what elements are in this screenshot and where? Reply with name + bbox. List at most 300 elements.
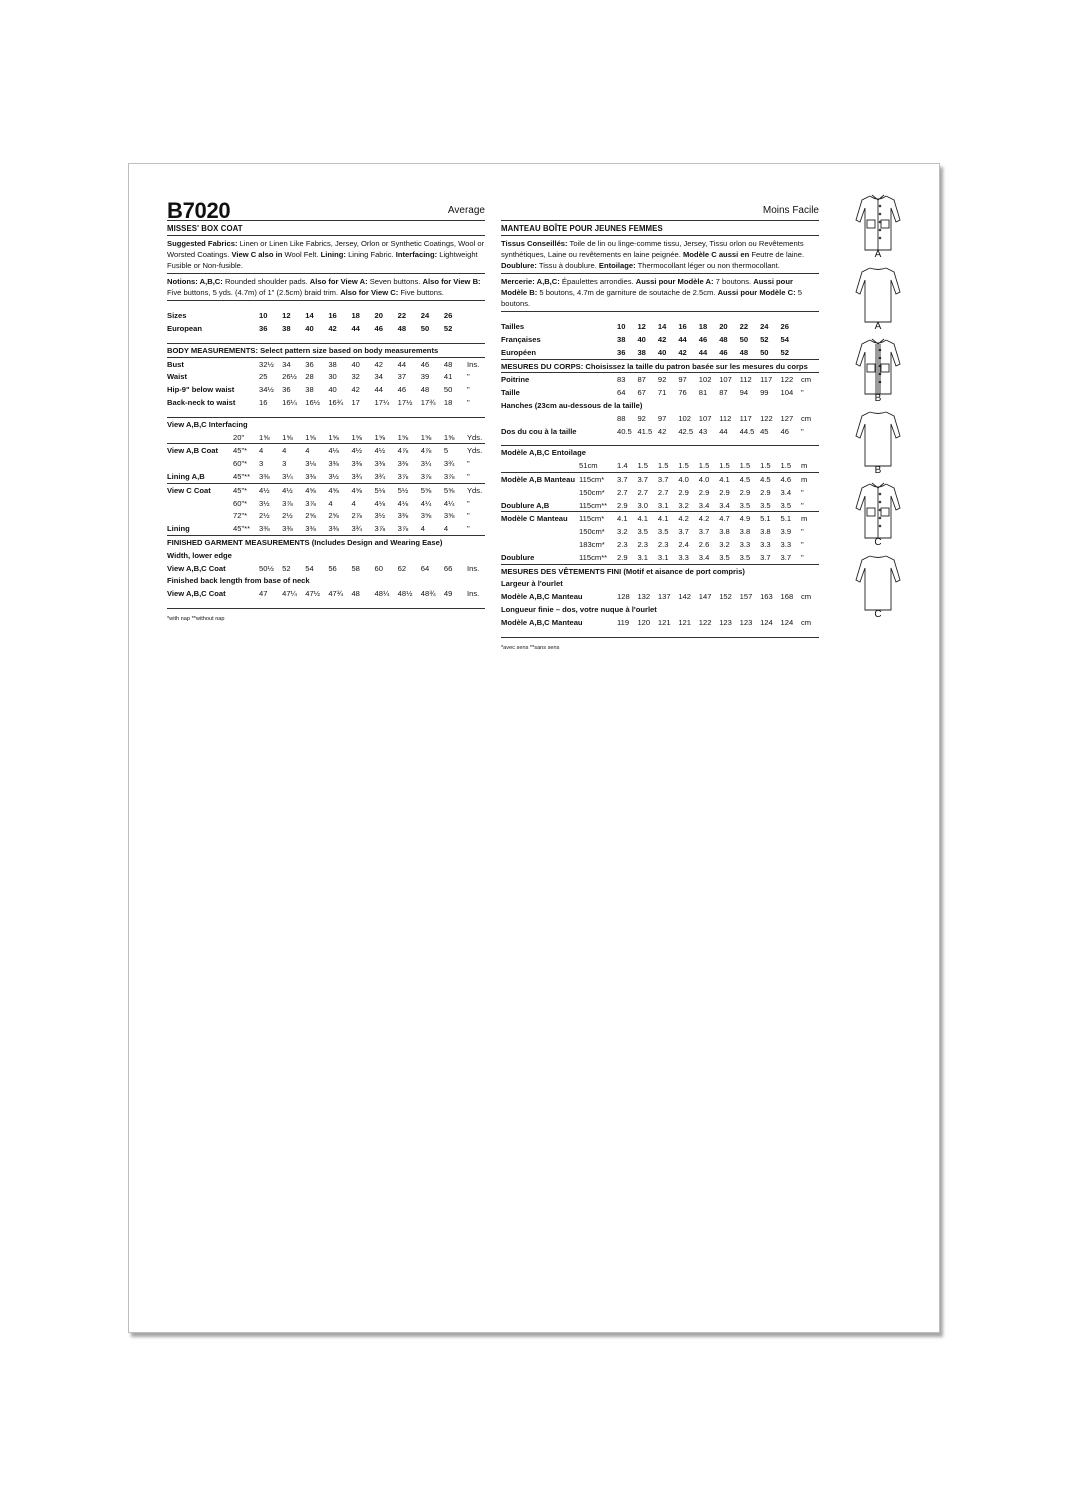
value-cell: 1.5 bbox=[658, 459, 678, 472]
value-cell: 3⅞ bbox=[282, 498, 293, 508]
value-cell: 3¼ bbox=[420, 459, 432, 469]
value-cell: 3.5 bbox=[719, 551, 739, 564]
value-cell: 46 bbox=[420, 359, 430, 369]
value-cell: 76 bbox=[678, 388, 687, 398]
table-row bbox=[501, 577, 819, 590]
unit-cell: " bbox=[800, 426, 804, 436]
value-cell: 3.3 bbox=[780, 539, 792, 549]
table-row bbox=[167, 497, 485, 510]
value-cell: 3.4 bbox=[699, 551, 719, 564]
value-cell: 46 bbox=[780, 426, 789, 436]
table-row bbox=[167, 343, 485, 357]
value-cell: 3⅞ bbox=[375, 522, 398, 535]
value-cell: 40 bbox=[305, 323, 314, 333]
value-cell: 1.5 bbox=[699, 459, 719, 472]
value-cell: 3.1 bbox=[658, 551, 678, 564]
value-cell: 121 bbox=[657, 617, 671, 627]
value-cell: 3.1 bbox=[637, 551, 657, 564]
table-row bbox=[501, 538, 819, 551]
value-cell: 1⅝ bbox=[375, 431, 398, 444]
value-cell: 2.9 bbox=[760, 487, 771, 497]
value-cell: 46 bbox=[698, 334, 708, 344]
width-cell: 72"* bbox=[233, 511, 248, 521]
value-cell: 3.7 bbox=[781, 551, 801, 564]
unit-cell: " bbox=[800, 539, 804, 549]
coat-front-icon bbox=[848, 334, 908, 398]
row-label: BODY MEASUREMENTS: Select pattern size based on body measurements bbox=[167, 343, 485, 357]
interfacing-text: Lightweight Fusible or Non-fusible. bbox=[167, 250, 478, 271]
value-cell: 36 bbox=[305, 359, 314, 369]
table-row bbox=[501, 551, 819, 564]
value-cell: 12 bbox=[637, 322, 646, 332]
fabrics-text-fr: Toile de lin ou linge-comme tissu, Jersey, Tissu orlon ou Revêtements synthétiques, Laine ou revêtements en laine peignée. bbox=[501, 239, 804, 260]
value-cell: 54 bbox=[305, 563, 314, 573]
value-cell: 48 bbox=[351, 589, 360, 599]
table-row bbox=[501, 459, 819, 472]
spacer-cell bbox=[501, 312, 819, 320]
row-label bbox=[167, 457, 233, 470]
table-row bbox=[167, 587, 485, 600]
value-cell: 52 bbox=[443, 323, 453, 333]
table-row bbox=[501, 512, 819, 525]
value-cell: 83 bbox=[617, 375, 626, 385]
french-column bbox=[501, 197, 819, 652]
value-cell: 2.3 bbox=[637, 539, 648, 549]
value-cell: 1.5 bbox=[740, 459, 760, 472]
value-cell: 50 bbox=[443, 385, 453, 395]
value-cell: 3¾ bbox=[351, 470, 374, 483]
value-cell: 64 bbox=[617, 388, 626, 398]
width-cell: 51cm bbox=[579, 459, 617, 472]
view-figures bbox=[848, 190, 908, 622]
value-cell: 81 bbox=[698, 388, 708, 398]
value-cell: 1⅝ bbox=[259, 431, 282, 444]
table-row bbox=[167, 574, 485, 587]
value-cell: 2½ bbox=[259, 511, 270, 521]
view-letter: C bbox=[874, 609, 882, 620]
value-cell: 3.8 bbox=[739, 527, 751, 537]
row-label bbox=[501, 459, 579, 472]
value-cell: 124 bbox=[780, 617, 794, 627]
value-cell: 4.5 bbox=[760, 474, 771, 484]
value-cell: 4.0 bbox=[678, 474, 689, 484]
table-row bbox=[501, 346, 819, 359]
row-label: View A,B,C Coat bbox=[167, 589, 226, 599]
value-cell: 3⅝ bbox=[420, 511, 432, 521]
value-cell: 66 bbox=[443, 563, 453, 573]
value-cell: 3⅜ bbox=[305, 522, 328, 535]
width-cell bbox=[233, 562, 259, 575]
value-cell: 41.5 bbox=[637, 426, 653, 436]
value-cell: 3.7 bbox=[678, 527, 689, 537]
table-row bbox=[501, 359, 819, 373]
table-row bbox=[501, 499, 819, 512]
value-cell: 2.9 bbox=[719, 487, 730, 497]
value-cell: 4⅛ bbox=[328, 446, 339, 456]
row-label bbox=[501, 525, 579, 538]
value-cell: 20 bbox=[374, 311, 383, 321]
value-cell: 54 bbox=[780, 334, 789, 344]
value-cell: 3.7 bbox=[698, 527, 710, 537]
value-cell: 112 bbox=[739, 375, 752, 385]
fabrics-text: Linen or Linen Like Fabrics, Jersey, Orlon or Synthetic Coatings, Wool or Worsted Coatings. bbox=[167, 239, 485, 260]
row-label bbox=[501, 538, 579, 551]
value-cell: 3.2 bbox=[678, 499, 698, 512]
value-cell: 4.1 bbox=[637, 514, 648, 524]
table-row bbox=[167, 444, 485, 457]
value-cell: 39 bbox=[420, 372, 430, 382]
value-cell: 4.6 bbox=[780, 474, 792, 484]
row-label: Modèle A,B,C Manteau bbox=[501, 617, 583, 627]
value-cell: 157 bbox=[739, 592, 753, 602]
value-cell: 1⅝ bbox=[398, 431, 421, 444]
value-cell: 1⅝ bbox=[444, 431, 467, 444]
row-label: Back-neck to waist bbox=[167, 397, 236, 407]
value-cell: 3½ bbox=[374, 511, 386, 521]
row-label: Longueur finie – dos, votre nuque à l'ourlet bbox=[501, 604, 657, 614]
row-label: Tailles bbox=[501, 322, 525, 332]
value-cell: 122 bbox=[780, 375, 794, 385]
spacer-row bbox=[167, 600, 485, 609]
unit-cell: m bbox=[800, 514, 808, 524]
value-cell: 87 bbox=[637, 375, 646, 385]
value-cell: 92 bbox=[657, 375, 667, 385]
value-cell: 47½ bbox=[305, 589, 320, 599]
value-cell: 36 bbox=[282, 385, 291, 395]
value-cell: 18 bbox=[351, 311, 360, 321]
unit-cell: " bbox=[466, 385, 470, 395]
unit-cell: " bbox=[800, 388, 804, 398]
value-cell: 3.1 bbox=[658, 499, 678, 512]
unit-cell bbox=[801, 320, 819, 333]
row-label: View A,B,C Interfacing bbox=[167, 419, 248, 429]
value-cell: 4.2 bbox=[678, 514, 689, 524]
also-c-label: Also for View C: bbox=[340, 288, 399, 298]
also-c-text-fr: 5 boutons. bbox=[501, 288, 802, 309]
value-cell: 4.0 bbox=[698, 474, 710, 484]
value-cell: 26½ bbox=[282, 372, 297, 382]
value-cell: 3 bbox=[282, 459, 287, 469]
value-cell: 128 bbox=[617, 592, 630, 602]
table-row bbox=[167, 549, 485, 562]
value-cell: 1.4 bbox=[617, 459, 637, 472]
table-row bbox=[501, 386, 819, 399]
value-cell: 97 bbox=[678, 375, 687, 385]
value-cell: 47¼ bbox=[282, 589, 297, 599]
unit-cell: " bbox=[800, 527, 804, 537]
table-row bbox=[167, 457, 485, 470]
french-header bbox=[501, 197, 819, 221]
table-row bbox=[501, 399, 819, 412]
value-cell: 4⅛ bbox=[374, 498, 386, 508]
value-cell: 137 bbox=[657, 592, 671, 602]
value-cell: 4⅝ bbox=[328, 485, 339, 495]
table-row bbox=[167, 562, 485, 575]
value-cell: 4.9 bbox=[739, 514, 751, 524]
width-cell bbox=[233, 357, 259, 370]
value-cell: 104 bbox=[780, 388, 794, 398]
value-cell: 47¾ bbox=[328, 589, 344, 599]
value-cell: 42 bbox=[351, 385, 360, 395]
value-cell: 119 bbox=[617, 617, 630, 627]
value-cell: 5⅛ bbox=[374, 485, 386, 495]
value-cell: 2.4 bbox=[678, 539, 689, 549]
fabrics-paragraph-fr bbox=[501, 236, 819, 274]
also-c-text: Five buttons. bbox=[398, 288, 444, 298]
width-cell: 150cm* bbox=[579, 487, 605, 497]
value-cell: 5½ bbox=[397, 485, 409, 495]
value-cell: 36 bbox=[259, 323, 268, 333]
value-cell: 120 bbox=[637, 617, 651, 627]
unit-cell bbox=[467, 309, 485, 322]
row-label: Françaises bbox=[501, 334, 541, 344]
interfacing-label: Interfacing: bbox=[395, 250, 438, 260]
value-cell: 38 bbox=[637, 346, 657, 359]
value-cell: 2⅝ bbox=[328, 511, 339, 521]
value-cell: 1⅝ bbox=[305, 431, 328, 444]
value-cell: 17¾ bbox=[420, 397, 436, 407]
value-cell: 4.5 bbox=[739, 474, 751, 484]
unit-cell bbox=[801, 346, 819, 359]
unit-cell: Ins. bbox=[466, 359, 480, 369]
value-cell: 97 bbox=[657, 413, 667, 423]
width-cell bbox=[233, 587, 259, 600]
row-label bbox=[167, 497, 233, 510]
value-cell: 4⅛ bbox=[397, 498, 409, 508]
value-cell: 1.5 bbox=[678, 459, 698, 472]
table-row bbox=[501, 564, 819, 577]
table-row bbox=[167, 522, 485, 535]
value-cell: 87 bbox=[719, 388, 728, 398]
width-cell: 45"* bbox=[233, 485, 248, 495]
value-cell: 3¼ bbox=[282, 470, 305, 483]
table-row bbox=[167, 431, 485, 444]
value-cell: 142 bbox=[678, 592, 691, 602]
table-row bbox=[501, 373, 819, 386]
value-cell: 4 bbox=[328, 498, 333, 508]
value-cell: 2½ bbox=[282, 511, 293, 521]
value-cell: 3.0 bbox=[637, 499, 657, 512]
value-cell: 40.5 bbox=[617, 426, 632, 436]
value-cell: 1.5 bbox=[760, 459, 780, 472]
value-cell: 4⅝ bbox=[351, 485, 362, 495]
value-cell: 24 bbox=[420, 311, 430, 321]
spacer-row bbox=[167, 301, 485, 309]
width-cell: 115cm* bbox=[579, 514, 605, 524]
value-cell: 34 bbox=[374, 372, 383, 382]
value-cell: 22 bbox=[397, 311, 407, 321]
value-cell: 2⅞ bbox=[351, 511, 362, 521]
value-cell: 5⅝ bbox=[443, 485, 455, 495]
value-cell: 3.5 bbox=[760, 499, 780, 512]
value-cell: 42 bbox=[678, 346, 698, 359]
value-cell: 3.3 bbox=[678, 551, 698, 564]
value-cell: 4 bbox=[259, 446, 264, 456]
value-cell: 4½ bbox=[259, 485, 270, 495]
value-cell: 3½ bbox=[259, 498, 270, 508]
value-cell: 88 bbox=[617, 413, 626, 423]
unit-cell: " bbox=[466, 498, 470, 508]
spacer-cell bbox=[501, 437, 819, 446]
spacer-row bbox=[167, 335, 485, 344]
value-cell: 3.8 bbox=[760, 527, 771, 537]
value-cell: 3¾ bbox=[375, 470, 398, 483]
width-cell bbox=[579, 333, 617, 346]
table-row bbox=[501, 486, 819, 499]
unit-cell: Ins. bbox=[466, 563, 480, 573]
value-cell: 14 bbox=[305, 311, 314, 321]
fabrics-label-fr: Tissus Conseillés: bbox=[501, 239, 568, 249]
value-cell: 4½ bbox=[374, 446, 386, 456]
notions-text-fr: Épaulettes arrondies. bbox=[559, 277, 636, 287]
coat-front-icon bbox=[848, 478, 908, 542]
value-cell: 46 bbox=[719, 346, 739, 359]
value-cell: 4.1 bbox=[719, 474, 730, 484]
french-footnote: *avec sens **sans sens bbox=[501, 644, 560, 651]
value-cell: 16½ bbox=[305, 397, 320, 407]
lining-text: Lining Fabric. bbox=[345, 250, 396, 260]
value-cell: 52 bbox=[282, 563, 291, 573]
value-cell: 48 bbox=[443, 359, 453, 369]
unit-cell: cm bbox=[800, 617, 812, 627]
value-cell: 14 bbox=[657, 322, 667, 332]
value-cell: 44 bbox=[678, 334, 687, 344]
lining-text-fr: Tissu à doublure. bbox=[536, 261, 599, 271]
value-cell: 2.7 bbox=[637, 487, 648, 497]
value-cell: 2.7 bbox=[657, 487, 669, 497]
value-cell: 42 bbox=[657, 334, 667, 344]
value-cell: 40 bbox=[637, 334, 646, 344]
width-cell: 45"** bbox=[233, 470, 259, 483]
value-cell: 3⅜ bbox=[259, 522, 282, 535]
width-cell bbox=[579, 590, 617, 603]
french-tables bbox=[501, 312, 819, 637]
value-cell: 4.7 bbox=[719, 514, 730, 524]
value-cell: 3.5 bbox=[781, 499, 801, 512]
value-cell: 17 bbox=[351, 397, 360, 407]
value-cell: 42 bbox=[657, 426, 667, 436]
value-cell: 2.6 bbox=[698, 539, 710, 549]
width-cell bbox=[579, 386, 617, 399]
coat-back-icon bbox=[848, 550, 908, 614]
value-cell: 3.5 bbox=[740, 551, 760, 564]
value-cell: 3¾ bbox=[443, 459, 455, 469]
row-label: Waist bbox=[167, 372, 187, 382]
row-label: View A,B,C Coat bbox=[167, 563, 226, 573]
value-cell: 3.3 bbox=[760, 539, 771, 549]
table-row bbox=[167, 483, 485, 496]
value-cell: 48 bbox=[420, 385, 430, 395]
value-cell: 124 bbox=[760, 617, 773, 627]
row-label: View C Coat bbox=[167, 485, 211, 495]
value-cell: 71 bbox=[657, 388, 667, 398]
value-cell: 132 bbox=[637, 592, 651, 602]
lining-label-fr: Doublure: bbox=[501, 261, 537, 271]
value-cell: 3.7 bbox=[760, 551, 780, 564]
row-label: Modèle A,B Manteau bbox=[501, 474, 575, 484]
value-cell: 44.5 bbox=[739, 426, 755, 436]
english-header bbox=[167, 197, 485, 221]
fabrics-paragraph bbox=[167, 236, 485, 274]
value-cell: 46 bbox=[397, 385, 407, 395]
value-cell: 48½ bbox=[397, 589, 413, 599]
also-a-label: Also for View A: bbox=[309, 277, 368, 287]
value-cell: 3.2 bbox=[617, 527, 628, 537]
table-row bbox=[501, 616, 819, 629]
value-cell: 64 bbox=[420, 563, 430, 573]
row-label: Hanches (23cm au-dessous de la taille) bbox=[501, 400, 643, 410]
view-letter: C bbox=[874, 537, 882, 548]
row-label bbox=[167, 509, 233, 522]
value-cell: 4⅞ bbox=[397, 446, 409, 456]
value-cell: 3.8 bbox=[719, 527, 730, 537]
value-cell: 4⅝ bbox=[305, 485, 316, 495]
unit-cell: cm bbox=[800, 375, 812, 385]
value-cell: 42 bbox=[374, 359, 383, 369]
value-cell: 17½ bbox=[397, 397, 413, 407]
view-letter: A bbox=[874, 321, 882, 332]
value-cell: 18 bbox=[698, 322, 708, 332]
coat-back-icon bbox=[848, 262, 908, 326]
width-cell bbox=[233, 370, 259, 383]
value-cell: 94 bbox=[739, 388, 749, 398]
value-cell: 3⅜ bbox=[374, 459, 386, 469]
spacer-cell bbox=[501, 629, 819, 638]
value-cell: 34½ bbox=[259, 385, 274, 395]
value-cell: 2.9 bbox=[698, 487, 710, 497]
value-cell: 3.5 bbox=[637, 527, 648, 537]
value-cell: 99 bbox=[760, 388, 769, 398]
value-cell: 4 bbox=[282, 446, 287, 456]
measurement-table bbox=[501, 312, 819, 637]
value-cell: 42 bbox=[328, 323, 337, 333]
value-cell: 24 bbox=[760, 322, 769, 332]
value-cell: 3.5 bbox=[740, 499, 760, 512]
width-cell bbox=[579, 425, 617, 438]
value-cell: 5.1 bbox=[760, 514, 771, 524]
table-row bbox=[501, 603, 819, 616]
value-cell: 2.9 bbox=[678, 487, 689, 497]
row-label: Sizes bbox=[167, 311, 187, 321]
row-label: Européen bbox=[501, 346, 579, 359]
value-cell: 16 bbox=[259, 397, 268, 407]
width-cell bbox=[233, 322, 259, 335]
width-cell bbox=[579, 320, 617, 333]
unit-cell: cm bbox=[800, 413, 812, 423]
width-cell bbox=[579, 412, 617, 425]
difficulty-label-fr: Moins Facile bbox=[762, 204, 819, 216]
view-letter: B bbox=[874, 393, 882, 404]
value-cell: 92 bbox=[637, 413, 646, 423]
table-row bbox=[167, 383, 485, 396]
viewc-text: Wool Felt. bbox=[282, 250, 321, 260]
value-cell: 32 bbox=[351, 372, 360, 382]
value-cell: 44 bbox=[699, 346, 719, 359]
row-label: MESURES DU CORPS: Choisissez la taille du patron basée sur les mesures du corps bbox=[501, 359, 819, 373]
value-cell: 40 bbox=[351, 359, 360, 369]
unit-cell: " bbox=[466, 397, 470, 407]
row-label: Modèle C Manteau bbox=[501, 514, 568, 524]
value-cell: 147 bbox=[698, 592, 712, 602]
view-figure bbox=[848, 262, 908, 332]
value-cell: 4½ bbox=[282, 485, 293, 495]
value-cell: 3.7 bbox=[637, 474, 648, 484]
value-cell: 4 bbox=[444, 522, 467, 535]
value-cell: 1⅝ bbox=[351, 431, 374, 444]
value-cell: 30 bbox=[328, 372, 337, 382]
value-cell: 4.1 bbox=[617, 514, 628, 524]
table-row bbox=[501, 425, 819, 438]
